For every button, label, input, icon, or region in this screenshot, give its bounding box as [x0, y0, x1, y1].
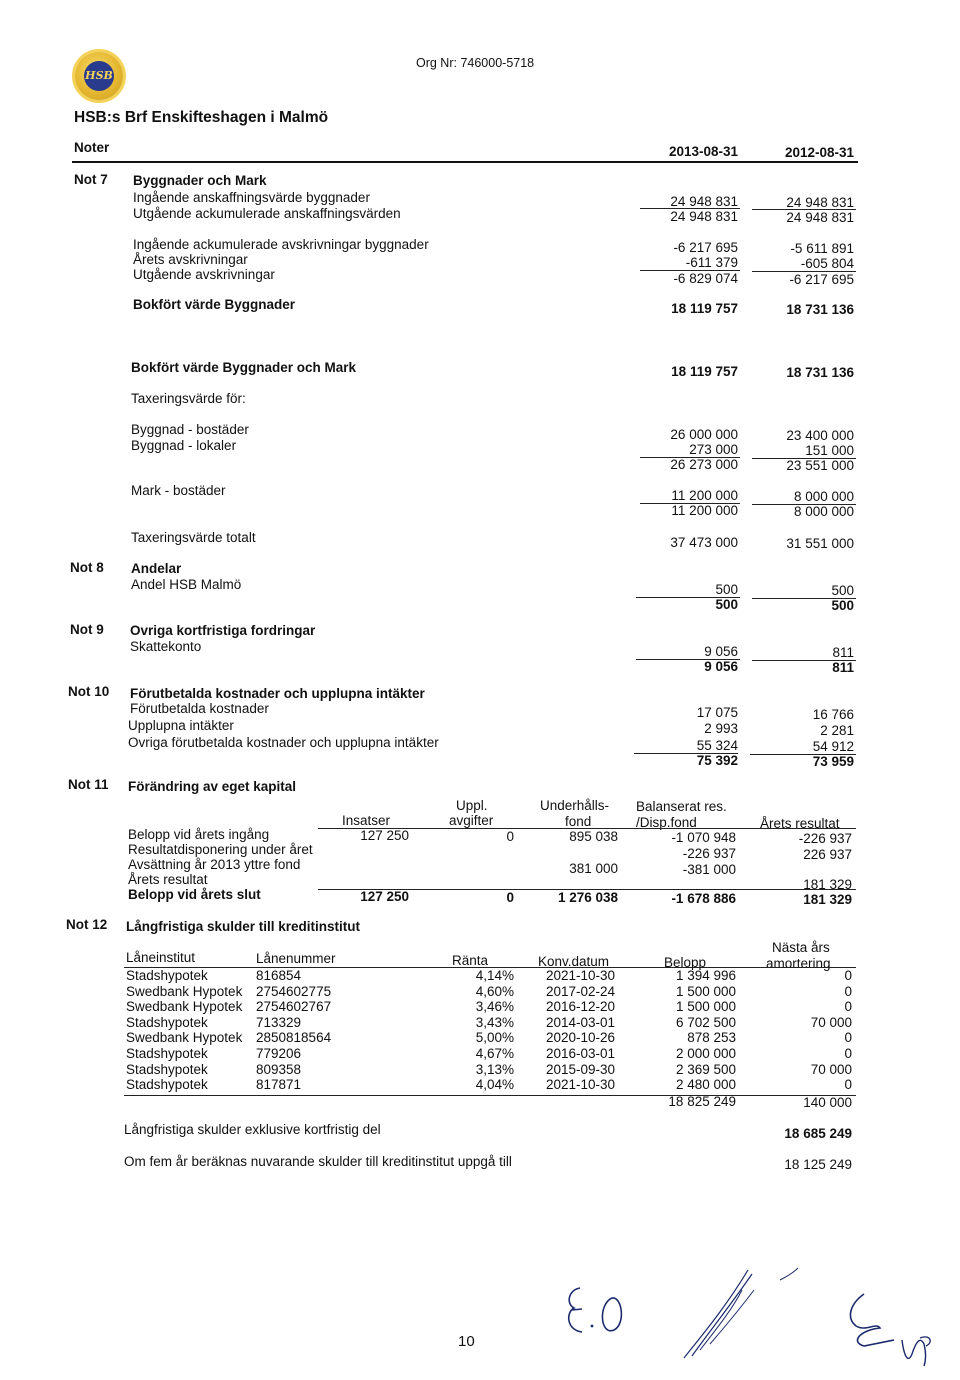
- row-label: Resultatdisponering under året: [128, 842, 313, 857]
- row-label: Årets avskrivningar: [133, 252, 248, 267]
- value-2013: 18 119 757: [671, 301, 738, 316]
- col-header: Balanserat res.: [636, 799, 727, 814]
- note-title: Byggnader och Mark: [133, 173, 267, 188]
- subtotal-2012: 811: [832, 660, 854, 675]
- signature-initials-eo: [560, 1280, 640, 1340]
- cell-amortering: 70 000: [810, 1062, 852, 1077]
- cell-ranta: 5,00%: [475, 1030, 514, 1045]
- col-header: amortering: [766, 956, 831, 971]
- value-2012: 24 948 831: [786, 195, 854, 210]
- note-label: Not 9: [70, 622, 104, 637]
- excl-value: 18 685 249: [784, 1126, 852, 1141]
- cell-konv-datum: 2016-12-20: [546, 999, 616, 1014]
- row-label: Bokfört värde Byggnader och Mark: [131, 360, 357, 375]
- col-header: fond: [565, 814, 592, 829]
- cell-arets: 226 937: [803, 847, 852, 862]
- col-header: Belopp: [664, 955, 707, 970]
- value-2013: 11 200 000: [671, 488, 738, 503]
- row-label: Årets resultat: [128, 872, 208, 887]
- cell-lanenummer: 2754602767: [256, 999, 332, 1014]
- column-header-2013: 2013-08-31: [668, 144, 738, 159]
- value-2013: 500: [715, 582, 738, 597]
- cell-amortering: 0: [844, 968, 852, 983]
- row-label: Förutbetalda kostnader: [130, 701, 269, 716]
- row-label: Taxeringsvärde totalt: [131, 530, 256, 545]
- cell-konv-datum: 2020-10-26: [546, 1030, 616, 1045]
- row-label: Avsättning år 2013 yttre fond: [128, 857, 301, 872]
- cell-insatser: 127 250: [360, 889, 409, 904]
- value-2013: 24 948 831: [670, 194, 738, 209]
- row-label: Upplupna intäkter: [128, 718, 234, 733]
- cell-balanserat: -1 070 948: [671, 830, 736, 845]
- value-2013: 26 000 000: [670, 427, 738, 442]
- note-label: Not 7: [74, 172, 108, 187]
- value-2012: 16 766: [812, 707, 854, 722]
- cell-konv-datum: 2014-03-01: [546, 1015, 616, 1030]
- cell-uppl: 0: [506, 890, 514, 905]
- col-header: Låneinstitut: [126, 950, 196, 965]
- cell-institut: Swedbank Hypotek: [126, 1030, 243, 1045]
- cell-arets: 181 329: [803, 877, 852, 892]
- five-year-label: Om fem år beräknas nuvarande skulder till kreditinstitut uppgå till: [124, 1154, 512, 1169]
- subtotal-2013: 26 273 000: [670, 457, 738, 472]
- sum-rule: [124, 1095, 856, 1096]
- row-label: Byggnad - bostäder: [131, 422, 249, 437]
- col-header: avgifter: [449, 813, 494, 828]
- cell-belopp: 1 394 996: [675, 968, 736, 983]
- value-2012: -5 611 891: [790, 241, 854, 256]
- cell-konv-datum: 2016-03-01: [546, 1046, 616, 1061]
- cell-institut: Stadshypotek: [126, 1046, 208, 1061]
- row-label: Byggnad - lokaler: [131, 438, 237, 453]
- col-header: Årets resultat: [760, 816, 840, 831]
- cell-underhall: 895 038: [569, 829, 618, 844]
- cell-ranta: 4,60%: [475, 984, 514, 999]
- value-2012: -6 217 695: [789, 272, 854, 287]
- value-2012: 500: [831, 583, 854, 598]
- row-label: Bokfört värde Byggnader: [133, 297, 296, 312]
- col-header: Insatser: [342, 813, 391, 828]
- col-header: Underhålls-: [540, 798, 610, 813]
- value-2013: 17 075: [696, 705, 738, 720]
- value-2013: 18 119 757: [671, 364, 738, 379]
- value-2012: 2 281: [820, 723, 854, 738]
- company-name: HSB:s Brf Enskifteshagen i Malmö: [74, 109, 329, 126]
- tax-heading: Taxeringsvärde för:: [131, 391, 246, 406]
- cell-lanenummer: 817871: [256, 1077, 302, 1092]
- note-title: Långfristiga skulder till kreditinstitut: [126, 919, 361, 934]
- col-header: Ränta: [452, 953, 489, 968]
- note-title: Förutbetalda kostnader och upplupna intäkter: [130, 686, 425, 701]
- cell-institut: Stadshypotek: [126, 1015, 208, 1030]
- cell-institut: Swedbank Hypotek: [126, 984, 243, 999]
- cell-lanenummer: 2754602775: [256, 984, 332, 999]
- value-2013: 37 473 000: [670, 535, 738, 550]
- cell-underhall: 1 276 038: [557, 890, 618, 905]
- cell-amortering: 0: [844, 999, 852, 1014]
- org-number: Org Nr: 746000-5718: [416, 56, 535, 70]
- note-label: Not 11: [68, 777, 109, 792]
- cell-institut: Swedbank Hypotek: [126, 999, 243, 1014]
- signature-3: [830, 1280, 940, 1375]
- value-2013: 2 993: [704, 721, 738, 736]
- value-2013: 273 000: [689, 442, 738, 457]
- cell-ranta: 3,43%: [475, 1015, 514, 1030]
- note-label: Not 8: [70, 560, 104, 575]
- value-2013: 55 324: [696, 738, 738, 753]
- row-label: Ovriga förutbetalda kostnader och upplupna intäkter: [128, 735, 439, 750]
- note-title: Andelar: [131, 561, 182, 576]
- value-2013: 9 056: [704, 644, 738, 659]
- cell-ranta: 4,14%: [475, 968, 514, 983]
- col-header: Lånenummer: [256, 951, 336, 966]
- cell-ranta: 3,13%: [475, 1062, 514, 1077]
- cell-arets: -226 937: [798, 831, 852, 846]
- column-header-2012: 2012-08-31: [784, 145, 854, 160]
- col-header: Konv.datum: [538, 954, 610, 969]
- cell-belopp: 1 500 000: [675, 999, 736, 1014]
- value-2012: 31 551 000: [786, 536, 854, 551]
- cell-belopp: 878 253: [687, 1030, 736, 1045]
- value-2013: 24 948 831: [670, 209, 738, 224]
- cell-uppl: 0: [506, 829, 514, 844]
- note-title: Ovriga kortfristiga fordringar: [130, 623, 316, 638]
- cell-institut: Stadshypotek: [126, 968, 208, 983]
- row-label: Mark - bostäder: [131, 483, 226, 498]
- cell-insatser: 127 250: [360, 828, 409, 843]
- cell-balanserat: -1 678 886: [671, 891, 736, 906]
- cell-belopp: 6 702 500: [675, 1015, 736, 1030]
- col-header: Uppl.: [456, 798, 488, 813]
- cell-balanserat: -226 937: [682, 846, 736, 861]
- subtotal-2013: 500: [715, 597, 738, 612]
- note-label: Not 10: [68, 684, 110, 699]
- row-label: Skattekonto: [130, 639, 202, 654]
- value-2012: 24 948 831: [786, 210, 854, 225]
- col-header: /Disp.fond: [636, 815, 697, 830]
- cell-konv-datum: 2021-10-30: [546, 1077, 616, 1092]
- value-2012: 18 731 136: [786, 302, 854, 317]
- section-title: Noter: [74, 140, 110, 155]
- value-2012: -605 804: [800, 256, 854, 271]
- col-header: Nästa års: [772, 940, 830, 955]
- hsb-logo-text: HSB: [84, 61, 114, 91]
- cell-belopp: 2 000 000: [675, 1046, 736, 1061]
- cell-lanenummer: 816854: [256, 968, 302, 983]
- cell-lanenummer: 779206: [256, 1046, 302, 1061]
- value-2012: 23 400 000: [786, 428, 854, 443]
- header-rule: [72, 161, 858, 163]
- cell-institut: Stadshypotek: [126, 1062, 208, 1077]
- value-2012: 811: [832, 645, 854, 660]
- row-label: Utgående ackumulerade anskaffningsvärden: [133, 206, 401, 221]
- five-year-value: 18 125 249: [784, 1157, 852, 1172]
- excl-label: Långfristiga skulder exklusive kortfristig del: [124, 1122, 381, 1137]
- cell-lanenummer: 2850818564: [256, 1030, 332, 1045]
- cell-ranta: 3,46%: [475, 999, 514, 1014]
- total-belopp: 18 825 249: [668, 1094, 736, 1109]
- subtotal-2013: 11 200 000: [671, 503, 738, 518]
- row-label: Ingående anskaffningsvärde byggnader: [133, 190, 370, 205]
- subtotal-2012: 73 959: [812, 754, 854, 769]
- value-2013: -6 829 074: [673, 271, 738, 286]
- hsb-logo: [75, 52, 123, 100]
- note-label: Not 12: [66, 917, 108, 932]
- row-label: Andel HSB Malmö: [131, 577, 242, 592]
- cell-konv-datum: 2017-02-24: [546, 984, 616, 999]
- value-2012: 151 000: [805, 443, 854, 458]
- total-amortering: 140 000: [803, 1095, 852, 1110]
- subtotal-2013: 9 056: [704, 659, 738, 674]
- note-title: Förändring av eget kapital: [128, 779, 297, 794]
- cell-belopp: 2 480 000: [675, 1077, 736, 1092]
- cell-belopp: 1 500 000: [675, 984, 736, 999]
- value-2012: 18 731 136: [786, 365, 854, 380]
- cell-amortering: 0: [844, 1030, 852, 1045]
- cell-belopp: 2 369 500: [675, 1062, 736, 1077]
- subtotal-2012: 23 551 000: [786, 458, 854, 473]
- row-label: Belopp vid årets slut: [128, 887, 261, 902]
- cell-ranta: 4,67%: [475, 1046, 514, 1061]
- cell-amortering: 0: [844, 1077, 852, 1092]
- cell-amortering: 0: [844, 984, 852, 999]
- cell-amortering: 0: [844, 1046, 852, 1061]
- cell-konv-datum: 2015-09-30: [546, 1062, 616, 1077]
- cell-balanserat: -381 000: [682, 862, 736, 877]
- value-2012: 54 912: [812, 739, 854, 754]
- page-number: 10: [458, 1333, 475, 1350]
- signature-2: [670, 1260, 810, 1370]
- cell-institut: Stadshypotek: [126, 1077, 208, 1092]
- row-label: Ingående ackumulerade avskrivningar byggnader: [133, 237, 429, 252]
- cell-lanenummer: 809358: [256, 1062, 302, 1077]
- value-2013: -6 217 695: [673, 240, 738, 255]
- subtotal-2012: 8 000 000: [793, 504, 854, 519]
- row-label: Utgående avskrivningar: [133, 267, 275, 282]
- cell-konv-datum: 2021-10-30: [546, 968, 616, 983]
- value-2012: 8 000 000: [793, 489, 854, 504]
- cell-lanenummer: 713329: [256, 1015, 302, 1030]
- subtotal-2012: 500: [831, 598, 854, 613]
- subtotal-2013: 75 392: [696, 753, 738, 768]
- row-label: Belopp vid årets ingång: [128, 827, 270, 842]
- cell-amortering: 70 000: [810, 1015, 852, 1030]
- cell-underhall: 381 000: [569, 861, 618, 876]
- cell-arets: 181 329: [803, 892, 852, 907]
- cell-ranta: 4,04%: [475, 1077, 514, 1092]
- value-2013: -611 379: [685, 255, 738, 270]
